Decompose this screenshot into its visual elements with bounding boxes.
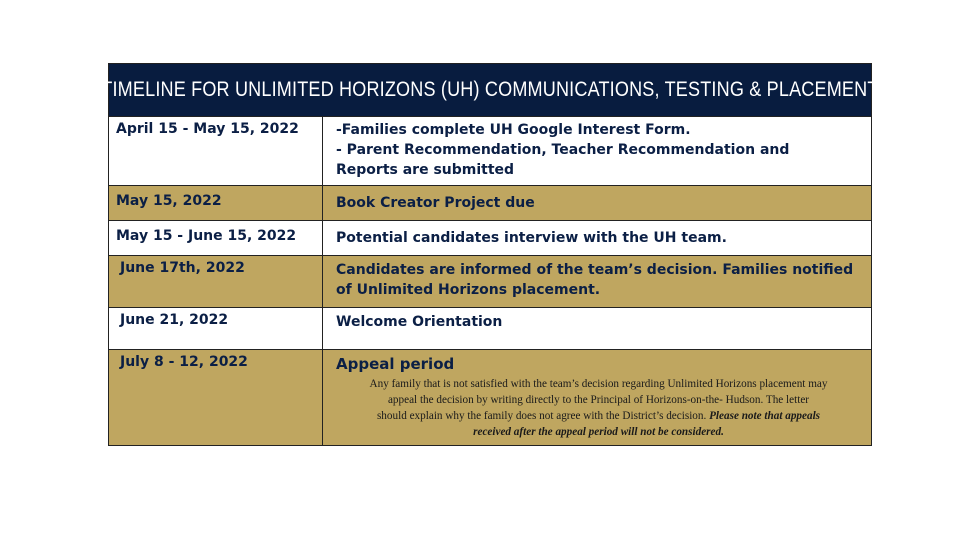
row-date: July 8 - 12, 2022 xyxy=(109,350,323,445)
appeal-paragraph xyxy=(336,376,861,440)
table-row xyxy=(109,185,871,220)
table-row xyxy=(109,255,871,307)
row-description: Welcome Orientation xyxy=(336,314,503,330)
description-line: of Unlimited Horizons placement. xyxy=(336,282,601,298)
description-line: -Families complete UH Google Interest Form. xyxy=(336,122,691,138)
row-date: May 15, 2022 xyxy=(109,186,323,220)
appeal-line: appeal the decision by writing directly to the Principal of Horizons-on-the- Hudson. The letter xyxy=(387,394,810,406)
description-line: - Parent Recommendation, Teacher Recommendation and xyxy=(336,142,790,158)
row-date: May 15 - June 15, 2022 xyxy=(109,221,323,255)
row-date: April 15 - May 15, 2022 xyxy=(109,117,323,185)
description-line: Reports are submitted xyxy=(336,162,515,178)
appeal-line-text: should explain why the family does not agree with the District’s decision. xyxy=(376,410,707,422)
appeal-heading: Appeal period xyxy=(336,355,455,373)
appeal-line xyxy=(336,408,861,424)
table-title: TIMELINE FOR UNLIMITED HORIZONS (UH) COMMUNICATIONS, TESTING & PLACEMENT xyxy=(101,78,879,101)
row-date: June 21, 2022 xyxy=(109,308,323,349)
row-description: Potential candidates interview with the UH team. xyxy=(336,230,727,246)
row-description xyxy=(323,256,871,307)
appeal-line: Any family that is not satisfied with the team’s decision regarding Unlimited Horizons placement may xyxy=(369,378,828,390)
row-description xyxy=(323,350,871,445)
table-row xyxy=(109,307,871,349)
appeal-note: Please note that appeals xyxy=(709,410,821,422)
row-date: June 17th, 2022 xyxy=(109,256,323,307)
timeline-table xyxy=(101,63,879,446)
row-description xyxy=(323,117,871,185)
table-row xyxy=(109,116,871,185)
table-row xyxy=(109,220,871,255)
table-title-bar xyxy=(101,64,879,116)
appeal-note-line: received after the appeal period will not be considered. xyxy=(473,426,724,438)
row-description: Book Creator Project due xyxy=(336,195,535,211)
table-row xyxy=(109,349,871,445)
description-line: Candidates are informed of the team’s decision. Families notified xyxy=(336,262,854,278)
